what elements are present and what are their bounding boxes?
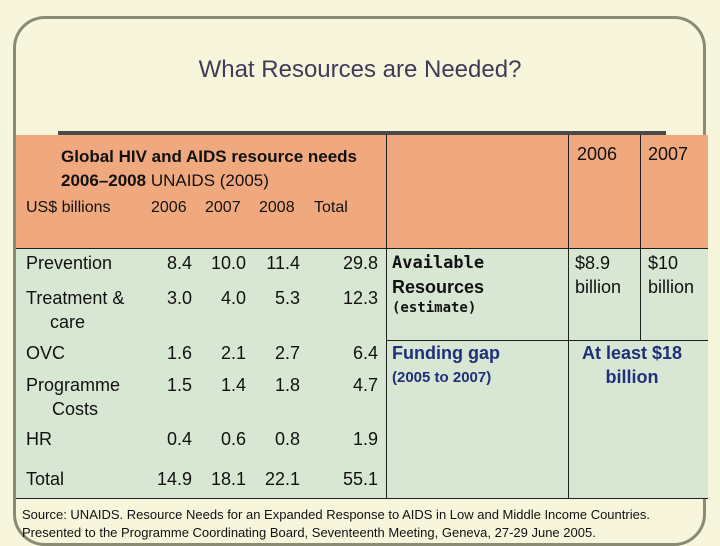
cell-2008: 1.8	[274, 375, 300, 395]
cell-2008: 2.7	[274, 343, 300, 363]
subheader-total: Total	[314, 199, 348, 216]
cell-2006: 1.5	[166, 375, 192, 395]
row-label-total: Total	[26, 469, 65, 489]
cell-total: 12.3	[342, 288, 378, 308]
row-label-treatment-line2: care	[50, 312, 86, 332]
subheader-2008: 2008	[259, 199, 295, 216]
cell-total: 4.7	[352, 375, 378, 395]
cell-2007: 0.6	[220, 429, 246, 449]
row-label-prevention: Prevention	[26, 253, 113, 273]
cell-2008: 0.8	[274, 429, 300, 449]
grid-line	[16, 498, 708, 499]
row-label-ovc: OVC	[26, 343, 66, 363]
table-heading-source: UNAIDS (2005)	[146, 171, 269, 190]
cell-2008: 22.1	[264, 469, 300, 489]
funding-gap-note: (2005 to 2007)	[392, 369, 492, 386]
cell-2007: 1.4	[220, 375, 246, 395]
available-2006: $8.9	[575, 253, 611, 273]
cell-2007: 10.0	[210, 253, 246, 273]
cell-total: 55.1	[342, 469, 378, 489]
cell-2007: 2.1	[220, 343, 246, 363]
available-label-line2: Resources	[392, 277, 485, 297]
available-2007-unit: billion	[648, 277, 695, 297]
cell-2006: 0.4	[166, 429, 192, 449]
cell-2007: 18.1	[210, 469, 246, 489]
cell-2008: 11.4	[266, 253, 300, 273]
units-label: US$ billions	[26, 199, 111, 216]
funding-gap-label: Funding gap	[392, 343, 500, 363]
cell-total: 6.4	[352, 343, 378, 363]
table-heading	[61, 145, 381, 193]
available-label: Available	[392, 253, 485, 273]
cell-2006: 14.9	[156, 469, 192, 489]
column-year-2006: 2006	[577, 144, 618, 164]
cell-2008: 5.3	[274, 288, 300, 308]
row-label-hr: HR	[26, 429, 52, 449]
column-year-2007: 2007	[648, 144, 689, 164]
cell-total: 29.8	[342, 253, 378, 273]
table-heading-main: Global HIV and AIDS resource needs 2006–2008	[61, 147, 358, 190]
funding-gap-value-unit: billion	[605, 367, 659, 387]
row-label-treatment: Treatment &	[26, 288, 125, 308]
source-citation: Source: UNAIDS. Resource Needs for an Expanded Response to AIDS in Low and Middle Income Countries. Presented to the Programme Coordinating Board, Seventeenth Meeting, Geneva, 27-29 June 2005.	[22, 507, 650, 540]
row-label-programme-line2: Costs	[52, 399, 99, 419]
grid-line	[386, 340, 708, 341]
available-2006-unit: billion	[575, 277, 622, 297]
cell-2006: 1.6	[166, 343, 192, 363]
available-2007: $10	[648, 253, 679, 273]
subheader-2007: 2007	[205, 199, 241, 216]
grid-line	[16, 248, 708, 249]
available-note: (estimate)	[392, 300, 477, 316]
cell-total: 1.9	[352, 429, 378, 449]
slide-title: What Resources are Needed?	[198, 56, 522, 83]
funding-gap-value: At least $18	[581, 343, 683, 363]
cell-2007: 4.0	[220, 288, 246, 308]
cell-2006: 3.0	[166, 288, 192, 308]
grid-line	[386, 135, 387, 498]
row-label-programme: Programme	[26, 375, 121, 395]
grid-line	[640, 135, 641, 340]
cell-2006: 8.4	[166, 253, 192, 273]
grid-line	[568, 135, 569, 498]
subheader-2006: 2006	[151, 199, 187, 216]
